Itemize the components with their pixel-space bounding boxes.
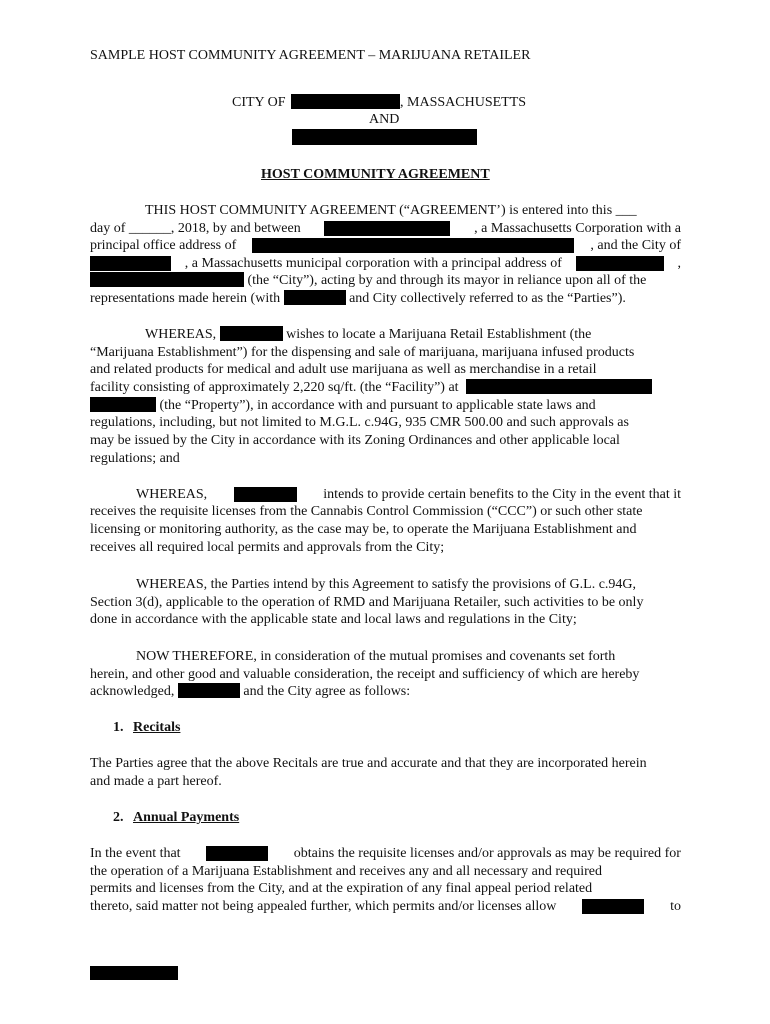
redaction-company xyxy=(234,487,297,502)
section-heading-text: Recitals xyxy=(133,720,181,735)
section-1-line-1: The Parties agree that the above Recitals are true and accurate and that they are incorporated herein xyxy=(90,756,647,771)
redaction-city-address xyxy=(576,256,664,271)
footer-redaction xyxy=(90,965,178,982)
redaction-property-address xyxy=(90,397,156,412)
now-therefore-text: acknowledged, xyxy=(90,684,175,699)
redaction-company xyxy=(220,326,283,341)
redaction-company xyxy=(178,683,240,698)
redaction-footer xyxy=(90,966,178,980)
section-number: 1. xyxy=(113,720,124,735)
intro-text: (the “City”), acting by and through its mayor in reliance upon all of the xyxy=(247,273,647,288)
intro-text: , a Massachusetts Corporation with a xyxy=(474,221,681,236)
intro-line-3 xyxy=(90,237,681,254)
and-line: AND xyxy=(369,112,400,127)
section-text: to xyxy=(670,899,681,914)
redaction-company xyxy=(582,899,644,914)
city-line xyxy=(232,94,526,111)
whereas1-line-2: “Marijuana Establishment”) for the dispensing and sale of marijuana, marijuana infused products xyxy=(90,345,635,360)
now-therefore-line-3 xyxy=(90,683,410,700)
section-text: In the event that xyxy=(90,846,181,861)
intro-text: principal office address of xyxy=(90,238,237,253)
intro-text: , xyxy=(677,256,681,271)
whereas1-line-8: regulations; and xyxy=(90,451,180,466)
whereas2-line-4: receives all required local permits and approvals from the City; xyxy=(90,540,445,555)
whereas-text: intends to provide certain benefits to the City in the event that it xyxy=(323,487,681,502)
whereas1-line-4 xyxy=(90,379,652,396)
whereas-text: (the “Property”), in accordance with and pursuant to applicable state laws and xyxy=(159,398,596,413)
section-2-line-1 xyxy=(90,845,681,862)
section-1-line-2: and made a part hereof. xyxy=(90,774,222,789)
redaction-company xyxy=(324,221,450,236)
whereas2-line-1 xyxy=(136,486,681,503)
redaction-city-name xyxy=(291,94,400,109)
redaction-city xyxy=(90,256,171,271)
whereas-text: wishes to locate a Marijuana Retail Establishment (the xyxy=(286,327,592,342)
whereas3-line-2: Section 3(d), applicable to the operation of RMD and Marijuana Retailer, such activities to be only xyxy=(90,595,644,610)
section-2-line-4 xyxy=(90,898,681,915)
whereas2-line-2: receives the requisite licenses from the Cannabis Control Commission (“CCC”) or such other state xyxy=(90,504,643,519)
intro-line-4 xyxy=(90,255,681,272)
intro-line-2 xyxy=(90,220,681,237)
section-2-line-2: the operation of a Marijuana Establishment and receives any and all necessary and required xyxy=(90,864,602,879)
whereas1-line-7: may be issued by the City in accordance with its Zoning Ordinances and other applicable local xyxy=(90,433,620,448)
whereas-text: facility consisting of approximately 2,220 sq/ft. (the “Facility”) at xyxy=(90,380,459,395)
intro-text: day of ______, 2018, by and between xyxy=(90,221,301,236)
redaction-company xyxy=(206,846,268,861)
city-suffix: , MASSACHUSETTS xyxy=(400,95,527,110)
whereas-label: WHEREAS, xyxy=(136,487,208,502)
now-therefore-line-2: herein, and other good and valuable consideration, the receipt and sufficiency of which are hereby xyxy=(90,667,640,682)
redaction-company-name xyxy=(292,129,477,145)
redaction-office-address xyxy=(252,238,574,253)
section-number: 2. xyxy=(113,810,124,825)
intro-line-1: THIS HOST COMMUNITY AGREEMENT (“AGREEMENT’) is entered into this ___ xyxy=(145,203,637,218)
city-prefix: CITY OF xyxy=(232,95,286,110)
intro-text: and City collectively referred to as the “Parties”). xyxy=(349,291,626,306)
agreement-title: HOST COMMUNITY AGREEMENT xyxy=(261,167,490,182)
now-therefore-line-1: NOW THEREFORE, in consideration of the mutual promises and covenants set forth xyxy=(136,649,616,664)
whereas2-line-3: licensing or monitoring authority, as the case may be, to operate the Marijuana Establishment and xyxy=(90,522,637,537)
redaction-company-short xyxy=(284,290,346,305)
section-2-heading xyxy=(113,809,239,826)
section-heading-text: Annual Payments xyxy=(133,810,240,825)
document-header: SAMPLE HOST COMMUNITY AGREEMENT – MARIJUANA RETAILER xyxy=(90,48,531,63)
intro-text: , a Massachusetts municipal corporation with a principal address of xyxy=(184,256,562,271)
whereas3-line-3: done in accordance with the applicable state and local laws and regulations in the City; xyxy=(90,612,577,627)
section-text: thereto, said matter not being appealed further, which permits and/or licenses allow xyxy=(90,899,557,914)
section-text: obtains the requisite licenses and/or approvals as may be required for xyxy=(293,846,681,861)
intro-line-6 xyxy=(90,290,626,307)
company-name-line xyxy=(292,129,477,147)
whereas1-line-5 xyxy=(90,397,596,414)
whereas-label: WHEREAS, xyxy=(145,327,217,342)
whereas1-line-3: and related products for medical and adult use marijuana as well as merchandise in a retail xyxy=(90,362,597,377)
whereas1-line-6: regulations, including, but not limited to M.G.L. c.94G, 935 CMR 500.00 and such approvals as xyxy=(90,415,629,430)
whereas1-line-1 xyxy=(145,326,591,343)
intro-line-5 xyxy=(90,272,646,289)
redaction-city-address-2 xyxy=(90,272,244,287)
whereas3-line-1: WHEREAS, the Parties intend by this Agreement to satisfy the provisions of G.L. c.94G, xyxy=(136,577,637,592)
redaction-facility-address xyxy=(466,379,652,394)
section-2-line-3: permits and licenses from the City, and at the expiration of any final appeal period related xyxy=(90,881,593,896)
section-1-heading xyxy=(113,719,180,736)
now-therefore-text: and the City agree as follows: xyxy=(243,684,411,699)
intro-text: , and the City of xyxy=(590,238,681,253)
intro-text: representations made herein (with xyxy=(90,291,281,306)
